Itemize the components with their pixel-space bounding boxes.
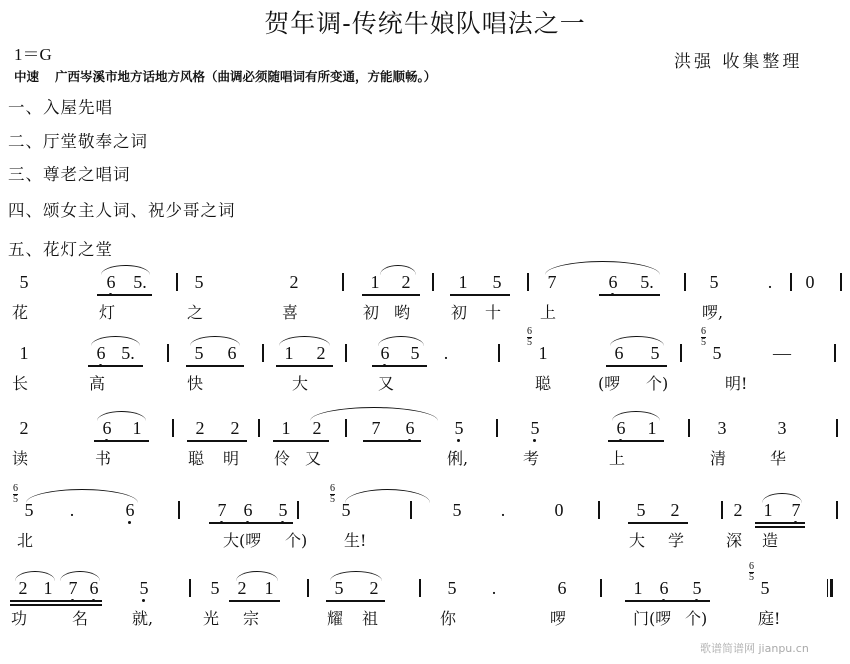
note: 6 <box>614 343 624 363</box>
lyric: 光 <box>203 609 220 628</box>
lyric: 灯 <box>99 303 116 322</box>
note: 5 <box>447 578 457 598</box>
note: 2 <box>369 578 379 598</box>
note: 1 <box>264 578 274 598</box>
note: . <box>69 500 75 520</box>
lyric: 书 <box>95 449 112 468</box>
note: 1 <box>538 343 548 363</box>
tempo-marking <box>14 67 436 85</box>
beam-underline <box>599 294 660 296</box>
note: 1 <box>647 418 657 438</box>
slur <box>91 336 140 346</box>
barline <box>189 579 191 597</box>
lyric: 北 <box>17 531 34 550</box>
note: . <box>767 272 773 292</box>
beam-underline <box>209 522 293 524</box>
note: 2 <box>312 418 322 438</box>
note: 5 <box>760 578 770 598</box>
beam-underline <box>755 526 805 528</box>
note: 3 <box>717 418 727 438</box>
lyric: 十 <box>485 303 502 322</box>
section-heading-5: 五、花灯之堂 <box>8 240 113 259</box>
note: 0 <box>554 500 564 520</box>
page-title: 贺年调-传统牛娘队唱法之一 <box>264 9 586 38</box>
lyric: 上 <box>540 303 557 322</box>
grace-note: 6 5 <box>749 561 754 583</box>
barline <box>527 273 529 291</box>
lyric: 长 <box>12 374 29 393</box>
note: 2 <box>289 272 299 292</box>
barline <box>840 273 842 291</box>
beam-underline <box>608 440 664 442</box>
lyric: 快 <box>187 374 204 393</box>
note: 0 <box>805 272 815 292</box>
note: 2 <box>237 578 247 598</box>
section-heading-2: 二、厅堂敬奉之词 <box>8 132 148 151</box>
collector-credit: 洪强 收集整理 <box>674 52 803 72</box>
barline <box>688 419 690 437</box>
note: 5. <box>640 272 654 292</box>
lyric: 生! <box>344 531 367 550</box>
lyric: 明 <box>223 449 240 468</box>
note: 5 <box>449 418 469 438</box>
note: 5 <box>636 500 646 520</box>
beam-underline <box>88 365 143 367</box>
lyric: 大 <box>629 531 646 550</box>
slur <box>612 411 660 421</box>
note: 3 <box>777 418 787 438</box>
note: 2 <box>230 418 240 438</box>
barline <box>684 273 686 291</box>
slur <box>26 489 138 503</box>
barline <box>342 273 344 291</box>
lyric: 学 <box>668 531 685 550</box>
note: 7 <box>547 272 557 292</box>
beam-underline <box>606 365 667 367</box>
note: 5 <box>687 578 707 598</box>
lyric: 门(啰 <box>633 609 672 628</box>
note: 2 <box>19 418 29 438</box>
lyric: 造 <box>762 531 779 550</box>
lyric: 喜 <box>282 303 299 322</box>
lyric: 你 <box>440 609 457 628</box>
note: 7 <box>212 500 232 520</box>
note: 5 <box>525 418 545 438</box>
barline <box>297 501 299 519</box>
lyric: 上 <box>609 449 626 468</box>
note: 2 <box>733 500 743 520</box>
lyric: 初 <box>363 303 380 322</box>
slur <box>610 336 664 346</box>
barline <box>836 501 838 519</box>
lyric: 初 <box>451 303 468 322</box>
note: 5 <box>709 272 719 292</box>
grace-note: 6 5 <box>527 326 532 348</box>
note: 5. <box>121 343 135 363</box>
note: . <box>500 500 506 520</box>
tempo-style: 广西岑溪市地方话地方风格（曲调必须随唱词有所变通，方能顺畅。） <box>55 69 437 84</box>
barline <box>410 501 412 519</box>
note: 6 <box>97 418 117 438</box>
slur <box>310 407 438 421</box>
barline <box>172 419 174 437</box>
note: 7 <box>371 418 381 438</box>
lyric: 大 <box>292 374 309 393</box>
note: 5 <box>410 343 420 363</box>
note: 6 <box>557 578 567 598</box>
beam-underline <box>186 365 244 367</box>
note: 6 <box>120 500 140 520</box>
lyric: 高 <box>89 374 106 393</box>
note: 1 <box>458 272 468 292</box>
note: 5 <box>452 500 462 520</box>
note: 2 <box>316 343 326 363</box>
note: 5 <box>712 343 722 363</box>
beam-underline <box>450 294 510 296</box>
barline <box>258 419 260 437</box>
slur <box>60 571 100 581</box>
lyric: 华 <box>770 449 787 468</box>
note: 1 <box>763 500 773 520</box>
note: 6 <box>375 343 395 363</box>
grace-note: 6 5 <box>13 483 18 505</box>
beam-underline <box>10 604 102 606</box>
beam-underline <box>97 294 152 296</box>
lyric: 祖 <box>362 609 379 628</box>
slur <box>97 411 146 421</box>
tempo-speed: 中速 <box>14 69 40 84</box>
slur <box>378 336 424 346</box>
section-heading-4: 四、颂女主人词、祝少哥之词 <box>8 201 236 220</box>
watermark: 歌谱简谱网 jianpu.cn <box>700 642 809 655</box>
slur <box>279 336 330 346</box>
barline <box>496 419 498 437</box>
beam-underline <box>628 522 688 524</box>
lyric: 庭! <box>758 609 781 628</box>
note: 5. <box>133 272 147 292</box>
barline <box>345 344 347 362</box>
note: 7 <box>63 578 83 598</box>
slur <box>236 571 278 581</box>
barline <box>836 419 838 437</box>
beam-underline <box>10 600 102 602</box>
lyric: 名 <box>72 609 89 628</box>
beam-underline <box>625 600 710 602</box>
slur <box>15 571 55 581</box>
note: . <box>443 343 449 363</box>
slur <box>380 265 416 275</box>
beam-underline <box>326 600 385 602</box>
note: 6 <box>654 578 674 598</box>
note: 1 <box>370 272 380 292</box>
note: 6 <box>603 272 623 292</box>
beam-underline <box>755 522 805 524</box>
grace-note: 6 5 <box>701 326 706 348</box>
barline <box>432 273 434 291</box>
lyric: 哟 <box>394 303 411 322</box>
beam-underline <box>276 365 333 367</box>
lyric: 伶 <box>274 449 291 468</box>
note: 5 <box>650 343 660 363</box>
note: 5 <box>19 272 29 292</box>
note: 1 <box>132 418 142 438</box>
note: 2 <box>401 272 411 292</box>
lyric: 个) <box>646 374 669 393</box>
lyric: 又 <box>305 449 322 468</box>
lyric: 个) <box>685 609 708 628</box>
beam-underline <box>362 294 420 296</box>
key-signature: 1＝G <box>14 45 52 64</box>
beam-underline <box>94 440 149 442</box>
barline <box>498 344 500 362</box>
note: . <box>491 578 497 598</box>
lyric: 大(啰 <box>223 531 262 550</box>
lyric: 聪 <box>188 449 205 468</box>
note: 1 <box>284 343 294 363</box>
slur <box>545 261 660 275</box>
note: 5 <box>210 578 220 598</box>
slur <box>762 493 802 503</box>
lyric: 明! <box>725 374 748 393</box>
slur <box>101 265 150 275</box>
final-barline <box>827 579 833 597</box>
note: 7 <box>786 500 806 520</box>
lyric: 宗 <box>243 609 260 628</box>
note: 6 <box>611 418 631 438</box>
lyric: 读 <box>12 449 29 468</box>
note: 6 <box>91 343 111 363</box>
barline <box>345 419 347 437</box>
lyric: 聪 <box>535 374 552 393</box>
barline <box>419 579 421 597</box>
note: 6 <box>238 500 258 520</box>
note: 5 <box>194 343 204 363</box>
barline <box>262 344 264 362</box>
lyric: 清 <box>710 449 727 468</box>
note: 1 <box>281 418 291 438</box>
slur <box>330 571 382 581</box>
barline <box>178 501 180 519</box>
lyric: 耀 <box>327 609 344 628</box>
lyric: 就, <box>132 609 154 628</box>
section-heading-1: 一、入屋先唱 <box>8 98 113 117</box>
barline <box>600 579 602 597</box>
barline <box>176 273 178 291</box>
note: 6 <box>101 272 121 292</box>
note: 5 <box>194 272 204 292</box>
note: 5 <box>334 578 344 598</box>
grace-note: 6 5 <box>330 483 335 505</box>
note: 1 <box>19 343 29 363</box>
lyric: 啰, <box>702 303 724 322</box>
lyric: 啰 <box>550 609 567 628</box>
note: 5 <box>341 500 351 520</box>
barline <box>167 344 169 362</box>
lyric: 又 <box>378 374 395 393</box>
barline <box>721 501 723 519</box>
note: 6 <box>400 418 420 438</box>
section-heading-3: 三、尊老之唱词 <box>8 165 131 184</box>
note: 5 <box>24 500 34 520</box>
lyric: 俐, <box>447 449 469 468</box>
note: 5 <box>492 272 502 292</box>
barline <box>680 344 682 362</box>
lyric: 之 <box>187 303 204 322</box>
beam-underline <box>187 440 247 442</box>
barline <box>790 273 792 291</box>
note: 2 <box>670 500 680 520</box>
beam-underline <box>273 440 329 442</box>
note: — <box>773 343 791 363</box>
beam-underline <box>363 440 421 442</box>
note: 2 <box>18 578 28 598</box>
note: 5 <box>273 500 293 520</box>
lyric: 花 <box>12 303 29 322</box>
beam-underline <box>372 365 427 367</box>
note: 1 <box>43 578 53 598</box>
note: 6 <box>84 578 104 598</box>
note: 2 <box>195 418 205 438</box>
barline <box>307 579 309 597</box>
lyric: (啰 <box>598 374 621 393</box>
slur <box>345 489 430 503</box>
barline <box>598 501 600 519</box>
note: 5 <box>134 578 154 598</box>
beam-underline <box>229 600 280 602</box>
slur <box>190 336 240 346</box>
note: 6 <box>227 343 237 363</box>
lyric: 功 <box>11 609 28 628</box>
lyric: 考 <box>523 449 540 468</box>
barline <box>834 344 836 362</box>
note: 1 <box>633 578 643 598</box>
lyric: 深 <box>726 531 743 550</box>
lyric: 个) <box>285 531 308 550</box>
